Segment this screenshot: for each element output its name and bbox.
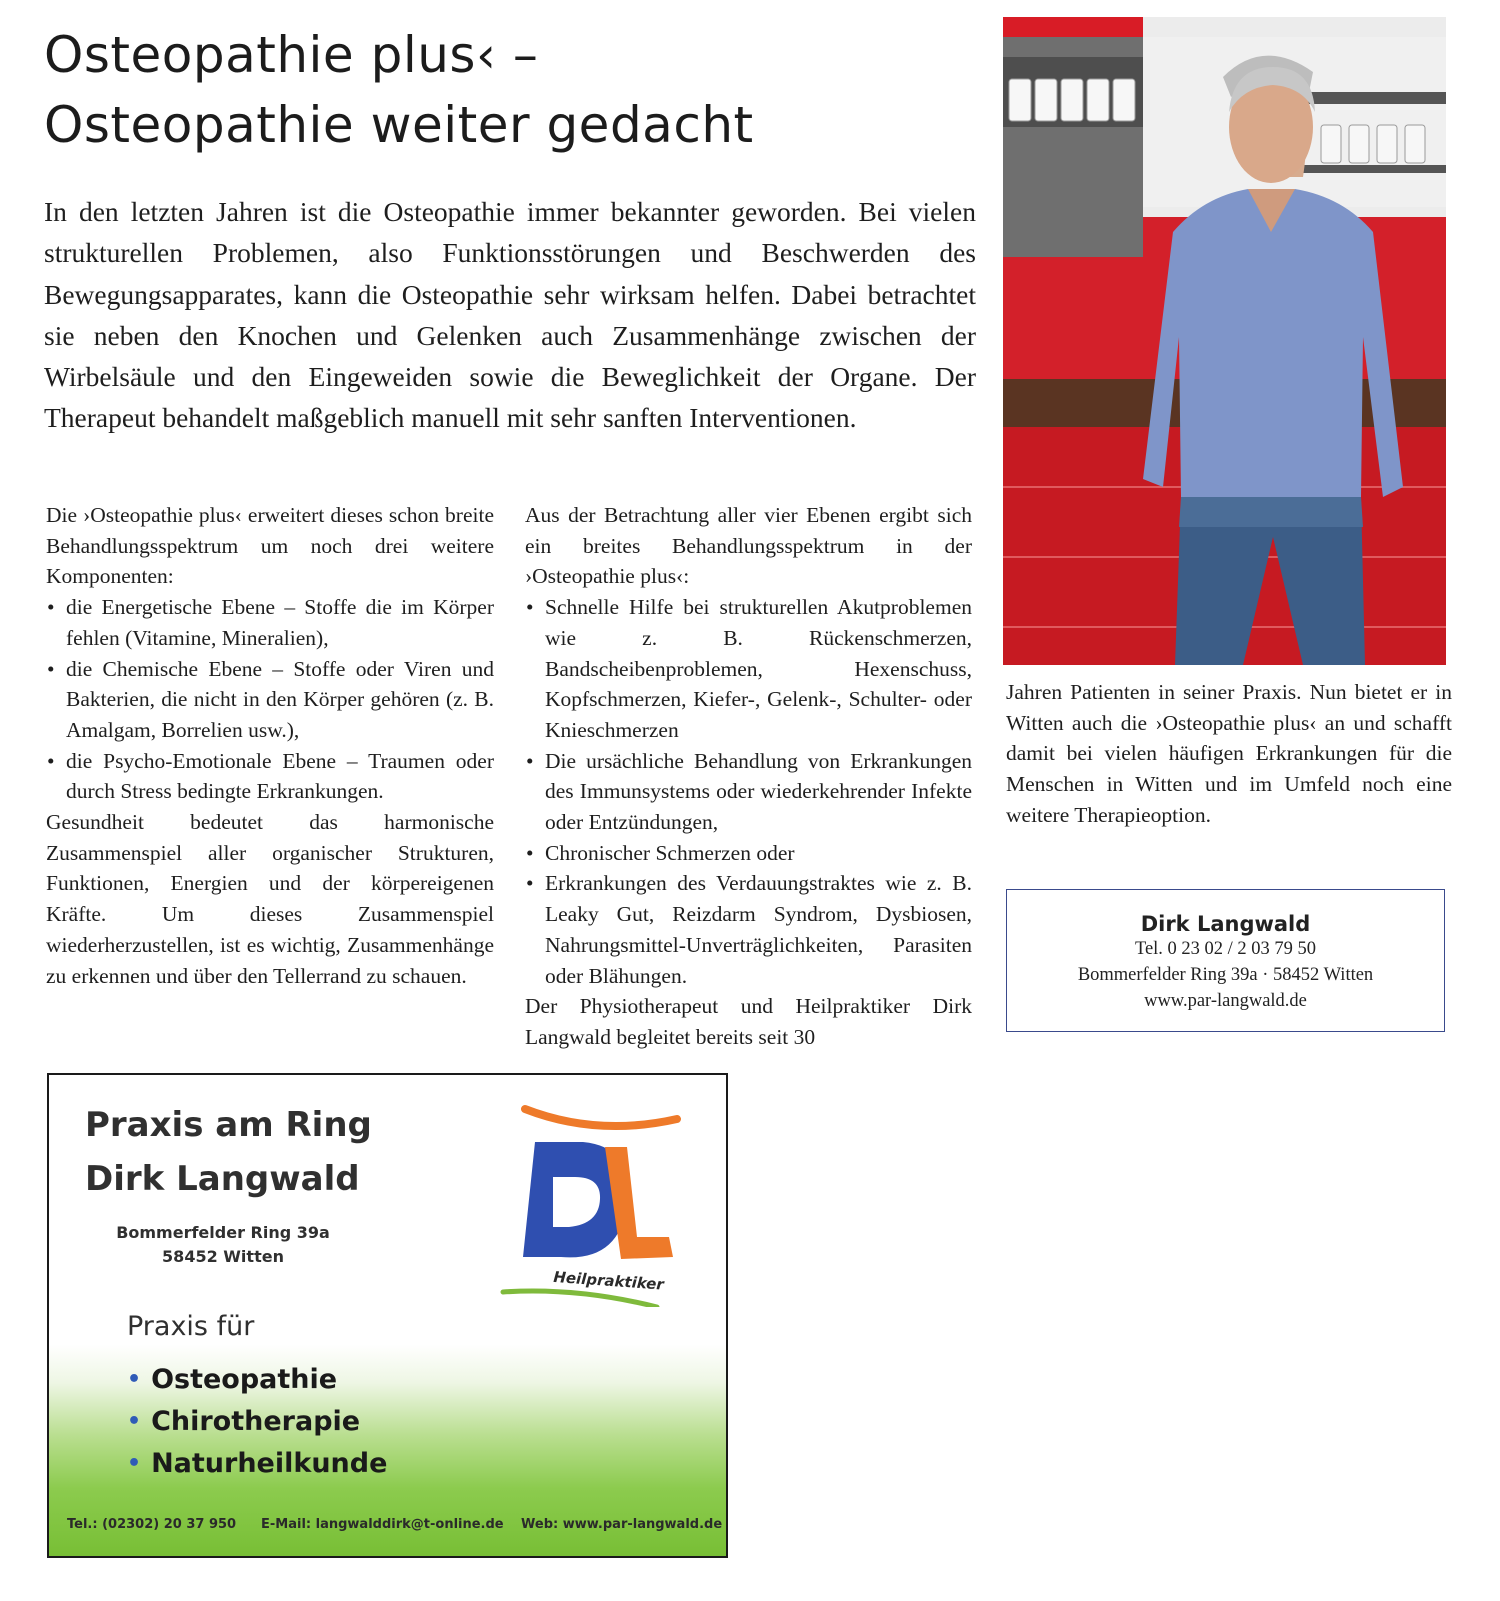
ad-title-practice: Praxis am Ring <box>85 1105 372 1145</box>
list-item: • Schnelle Hilfe bei strukturellen Akutproblemen wie z. B. Rückenschmerzen, Bandscheibenproblemen, Hexenschuss, Kopfschmerzen, Kiefer-, Gelenk-, Schulter- oder Knieschmerzen <box>525 592 972 746</box>
list-item: • die Energetische Ebene – Stoffe die im Körper fehlen (Vitamine, Mineralien), <box>46 592 494 653</box>
list-item: • Osteopathie <box>127 1364 338 1395</box>
ad-address-city: 58452 Witten <box>162 1247 284 1266</box>
ad-phone: Tel.: (02302) 20 37 950 <box>67 1517 237 1532</box>
column-2-lead: Aus der Betrachtung aller vier Ebenen ergibt sich ein breites Behandlungsspektrum in der ›Osteopathie plus‹: <box>525 503 972 589</box>
bullet-icon: • <box>47 595 55 620</box>
bullet-icon: • <box>127 1409 142 1434</box>
list-item: • Naturheilkunde <box>127 1448 388 1479</box>
portrait-photo-illustration <box>1003 17 1446 665</box>
bullet-icon: • <box>526 840 534 865</box>
list-item: • die Psycho-Emotionale Ebene – Traumen oder durch Stress bedingte Erkrankungen. <box>46 746 494 807</box>
bullet-icon: • <box>526 595 534 620</box>
ad-website: Web: www.par-langwald.de <box>521 1517 723 1532</box>
article-headline <box>44 20 1004 160</box>
column-1-bullet-list <box>46 592 494 807</box>
bullet-icon: • <box>526 748 534 773</box>
headline-line-2: Osteopathie weiter gedacht <box>44 96 754 154</box>
contact-name: Dirk Langwald <box>1140 912 1311 936</box>
list-item: • Die ursächliche Behandlung von Erkrankungen des Immunsystems oder wiederkehrender Infekte oder Entzündungen, <box>525 746 972 838</box>
ad-address-street: Bommerfelder Ring 39a <box>116 1223 330 1242</box>
bullet-icon: • <box>47 656 55 681</box>
list-item: • die Chemische Ebene – Stoffe oder Viren und Bakterien, die nicht in den Körper gehören (z. B. Amalgam, Borrelien usw.), <box>46 654 494 746</box>
ad-service-list <box>127 1359 387 1485</box>
contact-website: www.par-langwald.de <box>1144 991 1307 1011</box>
headline-line-1: Osteopathie plus‹ – <box>44 26 539 84</box>
ad-email: E-Mail: langwalddirk@t-online.de <box>261 1517 504 1532</box>
list-item: • Erkrankungen des Verdauungstraktes wie z. B. Leaky Gut, Reizdarm Syndrom, Dysbiosen, Nahrungsmittel-Unverträglichkeiten, Parasiten oder Blähungen. <box>525 868 972 991</box>
intro-paragraph: In den letzten Jahren ist die Osteopathie immer bekannter geworden. Bei vielen strukturellen Problemen, also Funktionsstörungen und Beschwerden des Bewegungsapparates, kann die Osteopathie sehr wirksam helfen. Dabei betrachtet sie neben den Knochen und Gelenken auch Zusammenhänge zwischen der Wirbelsäule und den Eingeweiden sowie die Beweglichkeit der Organe. Der Therapeut behandelt maßgeblich manuell mit sehr sanften Interventionen. <box>44 196 976 434</box>
bullet-icon: • <box>526 871 534 896</box>
logo-caption: Heilpraktiker <box>552 1267 665 1294</box>
contact-address: Bommerfelder Ring 39a · 58452 Witten <box>1077 965 1374 985</box>
column-1-lead: Die ›Osteopathie plus‹ erweitert dieses schon breite Behandlungsspektrum um noch drei weitere Komponenten: <box>46 503 494 589</box>
list-item: • Chirotherapie <box>127 1406 361 1437</box>
practice-advertisement <box>47 1073 728 1558</box>
bullet-icon: • <box>127 1451 142 1476</box>
contact-phone: Tel. 0 23 02 / 2 03 79 50 <box>1134 939 1317 959</box>
list-item: • Chronischer Schmerzen oder <box>525 838 972 869</box>
text-column-2 <box>525 500 972 1053</box>
bullet-icon: • <box>127 1367 142 1392</box>
contact-box <box>1006 889 1445 1032</box>
portrait-photo <box>1003 17 1446 665</box>
column-2-bullet-list <box>525 592 972 991</box>
ad-title-name: Dirk Langwald <box>85 1159 360 1199</box>
column-1-closing: Gesundheit bedeutet das harmonische Zusammenspiel aller organischer Strukturen, Funktionen, Energien und der körpereigenen Kräfte. Um dieses Zusammenspiel wiederherzustellen, ist es wichtig, Zusammenhänge zu erkennen und über den Tellerrand zu schauen. <box>46 810 494 988</box>
ad-praxis-fuer: Praxis für <box>127 1311 255 1342</box>
text-column-3: Jahren Patienten in seiner Praxis. Nun bietet er in Witten auch die ›Osteopathie plus‹ an und schafft damit bei vielen häufigen Erkrankungen für die Menschen in Witten und im Umfeld noch eine weitere Therapieoption. <box>1006 680 1452 827</box>
text-column-1 <box>46 500 494 991</box>
column-2-closing: Der Physiotherapeut und Heilpraktiker Dirk Langwald begleitet bereits seit 30 <box>525 994 972 1049</box>
dl-heilpraktiker-logo <box>497 1087 697 1307</box>
bullet-icon: • <box>47 748 55 773</box>
